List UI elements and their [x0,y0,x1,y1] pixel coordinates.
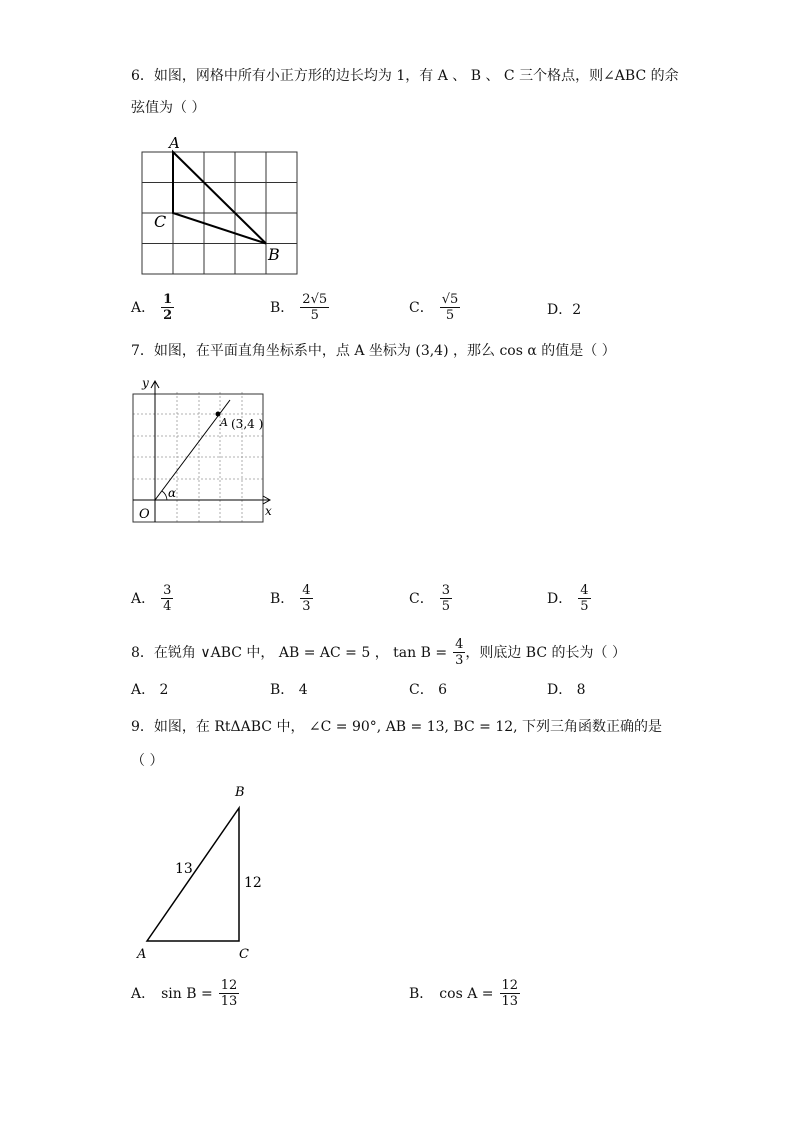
q9-side-bc: 12 [244,875,262,891]
q9-label-c: C [239,947,249,962]
q6-option-c-prefix: C． [409,299,434,316]
q9-text-line2: （ ） [131,753,164,769]
q7-option-c-frac: $\frac{3}{5}$ [441,583,450,614]
q9-text-line1: 9．如图，在 RtΔABC 中， ∠C = 90°, AB = 13, BC = 12, 下列三角函数正确的是 [131,719,663,735]
q6-option-b-frac: $\frac{2√5}{5}$ [302,292,328,323]
q8-option-d[interactable]: D． 8 [547,682,586,698]
q7-option-d[interactable] [547,583,591,614]
q7-point-label: A [220,416,228,429]
q9-option-b[interactable] [409,978,520,1009]
q6-label-a: A [169,134,180,152]
q9-side-ab: 13 [175,861,193,877]
q7-option-d-prefix: D． [547,590,573,607]
q9-option-b-frac: $\frac{12}{13}$ [501,978,519,1009]
q7-option-d-frac: $\frac{4}{5}$ [580,583,589,614]
q8-tan-frac: $\frac{4}{3}$ [455,637,464,668]
q8-option-a[interactable]: A． 2 [131,682,169,698]
q6-option-c[interactable] [409,292,460,323]
q6-option-b-prefix: B． [270,299,295,316]
q6-label-c: C [154,212,167,231]
q7-option-b-prefix: B． [270,590,295,607]
q7-option-b-frac: $\frac{4}{3}$ [302,583,311,614]
q9-option-a-expr: sin B = [161,985,213,1002]
q9-option-a[interactable] [131,978,239,1009]
q6-option-d-value: 2 [572,302,582,318]
q6-option-b[interactable] [270,292,329,323]
q9-option-b-expr: cos A = [439,985,494,1002]
q7-coord-label: (3,4 ) [231,417,264,431]
q9-option-b-prefix: B． [409,985,434,1002]
q7-option-c[interactable] [409,583,452,614]
q8-option-c[interactable]: C． 6 [409,682,448,698]
q9-triangle-figure [130,780,280,965]
q8-text-before: 8．在锐角 ∨ABC 中， AB = AC = 5 ， tan B = [131,644,448,661]
q7-text: 7．如图，在平面直角坐标系中，点 A 坐标为 (3,4) ，那么 cos α 的值是（ ） [131,343,616,359]
q9-option-a-frac: $\frac{12}{13}$ [220,978,238,1009]
q6-label-b: B [268,245,280,264]
q7-alpha-label: α [168,486,177,500]
q6-option-a-prefix: A． [131,299,156,316]
q9-label-b: B [235,785,245,800]
q6-option-a[interactable] [131,292,174,323]
q7-coordinate-figure [130,376,280,526]
q9-option-a-prefix: A． [131,985,156,1002]
q6-option-d-prefix: D． [547,302,573,318]
q6-option-a-frac: $\frac{1}{2}$ [163,292,173,323]
q6-text-line2: 弦值为（ ） [131,100,206,116]
q7-origin-label: O [139,507,150,522]
q6-option-d[interactable] [547,301,581,319]
q7-option-b[interactable] [270,583,313,614]
q7-option-a-prefix: A． [131,590,156,607]
q7-y-label: y [142,376,149,390]
q6-text-line1: 6．如图，网格中所有小正方形的边长均为 1，有 A 、 B 、 C 三个格点，则∠ABC 的余 [131,68,679,84]
q7-x-label: x [265,504,272,518]
q7-option-a-frac: $\frac{3}{4}$ [163,583,172,614]
q7-option-a[interactable] [131,583,173,614]
q9-label-a: A [137,947,147,962]
q6-option-c-frac: $\frac{√5}{5}$ [441,292,459,323]
q6-grid-figure [135,133,305,283]
q7-option-c-prefix: C． [409,590,434,607]
q8-text [131,637,626,668]
q8-text-after: ，则底边 BC 的长为（ ） [465,644,626,661]
q8-option-b[interactable]: B． 4 [270,682,308,698]
